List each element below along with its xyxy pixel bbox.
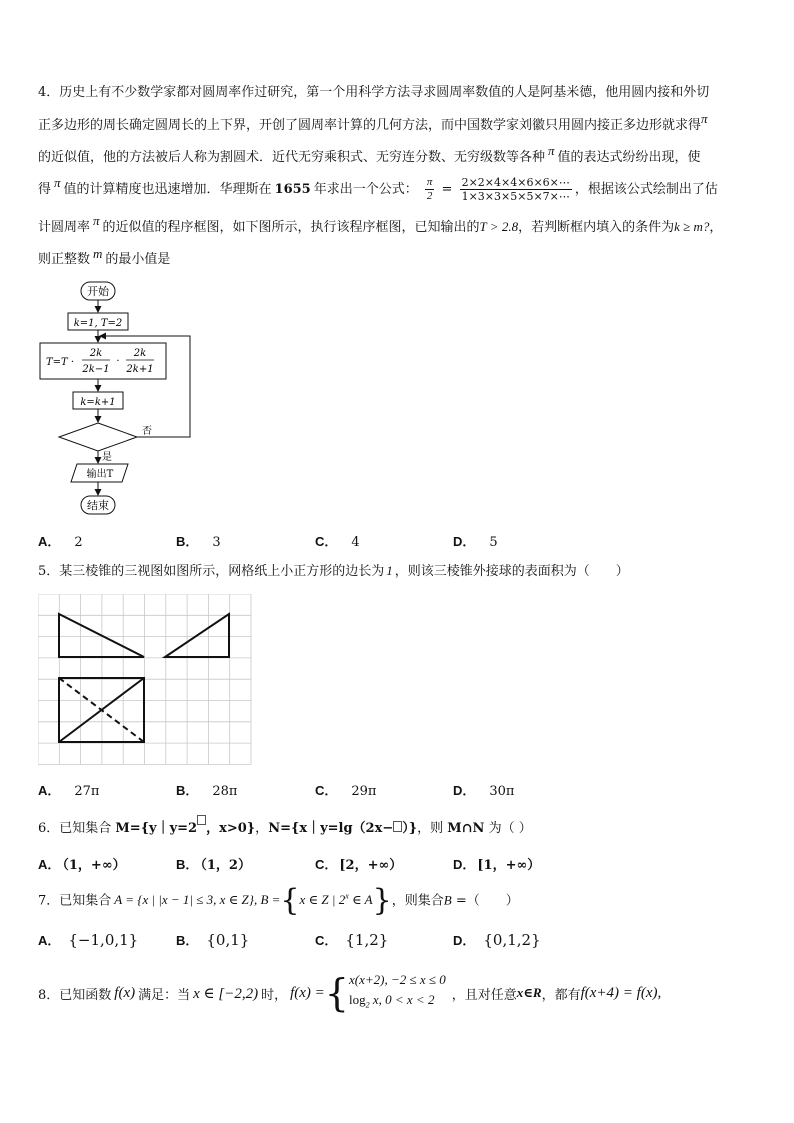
q4-line-4d: ，根据该公式绘制出了估 [574,182,718,197]
q7-stem: 7．已知集合 A = {x | |x − 1| ≤ 3, x ∈ Z}, B ={x ∈ Z | 2$^x$ ∈ A}，则集合B =（ ） [38,882,519,918]
flow-init-label: k=1, T=2 [73,318,123,329]
q4-option-a[interactable]: A． 2 [38,534,83,550]
flow-frac2-num: 2k [133,348,147,359]
set-M: M={y｜y=2 [115,821,198,836]
right-brace: } [372,882,392,918]
q6-option-d[interactable]: D． [1，+∞） [453,857,541,873]
q4-line-3a: 的近似值，他的方法被后人称为割圆术．近代无穷乘积式、无穷连分数、无穷级数等各种 [38,150,546,165]
q4-option-c[interactable]: C． 4 [315,534,360,550]
q4-option-d[interactable]: D． 5 [453,534,498,550]
case-1: x(x+2), −2 ≤ x ≤ 0 [348,972,446,988]
q7-option-a[interactable]: A． {−1,0,1} [38,931,139,949]
q4-line-3 [38,142,701,172]
q4-line-3b: 值的表达式纷纷出现，使 [557,150,701,165]
q6-option-a[interactable]: A． （1，+∞） [38,857,126,873]
q4-line-4b: 值的计算精度也迅速增加．华理斯在 [63,182,272,197]
pi-symbol: π [701,111,708,126]
q5-option-b[interactable]: B． 28π [176,783,238,799]
flow-increment-label: k=k+1 [80,397,116,408]
flow-end-label: 结束 [87,499,109,512]
f-of-x-piecewise: f(x) = [290,984,325,1001]
set-B-definition: x ∈ Z | 2$^x$ ∈ A [299,892,373,908]
m-symbol: m [93,246,103,261]
q4-line-6a: 则正整数 [38,252,91,267]
q4-line-1: 4．历史上有不少数学家都对圆周率作过研究，第一个用科学方法寻求圆周率数值的人是阿基米德，他用圆内接和外切 [38,85,710,100]
wallis-equals: = [441,182,453,197]
f-of-x: f(x) [114,984,136,1001]
q4-line-4 [38,174,718,204]
set-B-symbol: B [443,892,452,908]
q4-line-5d: ， [709,220,723,235]
q4-line-5a: 计圆周率 [38,220,91,235]
q6-stem: 6．已知集合 M={y｜y=2 ，x>0}，N={x｜y=lg（2x− ）}，则 M∩N 为（ ） [38,814,532,844]
q7-option-b[interactable]: B． {0,1} [176,931,250,949]
exponent-placeholder [197,815,206,825]
q4-line-4c: 年求出一个公式： [313,182,418,197]
flow-start-label: 开始 [87,285,109,298]
unit-length: 1 [386,563,393,578]
x-domain: x ∈ [−2,2) [193,985,259,1002]
q5-option-d[interactable]: D． 30π [453,783,515,799]
q7-option-d[interactable]: D． {0,1,2} [453,931,541,949]
periodicity: f(x+4) = f(x), [580,984,662,1001]
q4-line-4a: 得 [38,182,52,197]
q4-line-5c: ，若判断框内填入的条件为 [518,220,675,235]
pi-symbol: π [54,175,61,190]
square-placeholder [393,821,402,832]
q5-option-a[interactable]: A． 27π [38,783,100,799]
flowchart [30,280,230,525]
side-view-triangle [165,614,229,657]
q5-stem: 5．某三棱锥的三视图如图所示，网格纸上小正方形的边长为 1 ，则该三棱锥外接球的表面积为（ ） [38,563,629,579]
q4-line-2 [38,110,708,140]
flow-output-label: 输出T [86,469,114,480]
x-in-R: x∈R [516,985,542,1000]
piecewise-brace: { [324,971,349,1015]
set-A-definition: A = {x | |x − 1| ≤ 3, x ∈ Z}, B = [114,892,281,908]
flow-update-lhs: T=T · [46,357,75,368]
left-brace: { [280,882,300,918]
three-view-grid [38,594,254,766]
year-value: 1655 [274,182,311,197]
flow-frac1-den: 2k−1 [82,364,110,375]
flow-dot: · [116,356,120,367]
pi-symbol: π [548,143,555,158]
q4-line-5b: 的近似值的程序框图，如下图所示，执行该程序框图，已知输出的 [102,220,480,235]
flow-decision-diamond [59,423,137,451]
condition-k: k ≥ m? [674,219,710,234]
wallis-lhs-fraction: $\frac{\pi}{2}$ [426,176,433,202]
pi-symbol: π [93,213,100,228]
q6-option-c[interactable]: C． [2，+∞） [315,857,403,873]
flow-yes-label: 是 [102,452,112,463]
q4-line-5 [38,212,722,242]
q4-line-6b: 的最小值是 [105,252,171,267]
q7-option-c[interactable]: C． {1,2} [315,931,389,949]
condition-T: T > 2.8 [479,219,519,234]
q5-option-c[interactable]: C． 29π [315,783,377,799]
piecewise-cases [349,970,446,1016]
set-N: N={x｜y=lg（2x− [268,821,394,836]
flow-frac1-num: 2k [89,348,103,359]
q8-stem: 8．已知函数 f(x) 满足：当 x ∈ [−2,2) 时， f(x) = { x(x+2), −2 ≤ x ≤ 0 $\log_2 x$, 0 < x < 2 ，且对任意 x∈R ，都有 f(x+4) = f(x), [38,971,662,1015]
q6-option-b[interactable]: B． （1，2） [176,857,251,873]
case-2: $\log_2 x$, 0 < x < 2 [348,992,435,1010]
flow-no-label: 否 [142,426,152,437]
q4-line-6 [38,244,170,274]
q4-option-b[interactable]: B． 3 [176,534,221,550]
M-intersect-N: M∩N [447,821,485,836]
q4-line-2-text: 正多边形的周长确定圆周长的上下界，开创了圆周率计算的几何方法，而中国数学家刘徽只用圆内接正多边形就求得 [38,118,702,133]
flow-frac2-den: 2k+1 [126,364,154,375]
wallis-rhs-fraction: $\frac{2\times 2\times 4\times 4\times 6\times 6\times\cdots}{1\times 3\times 3\times 5\times 5\times 7\times\cdots}$ [461,176,570,203]
